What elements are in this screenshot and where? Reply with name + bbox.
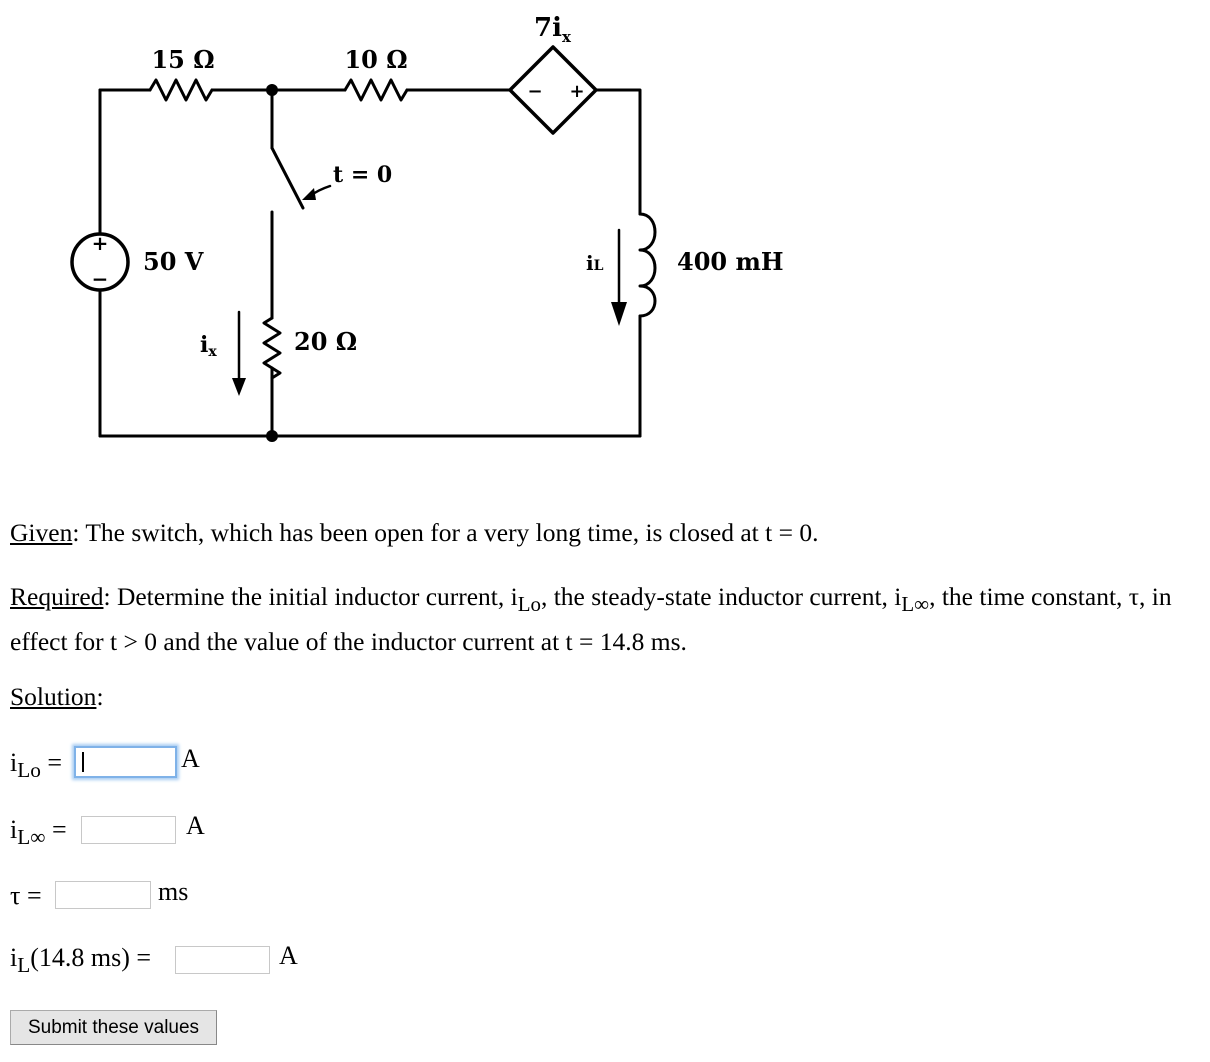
required-sub-linf: L∞ <box>901 591 930 616</box>
field-il148-label <box>10 943 151 980</box>
switch-arrowhead <box>302 188 316 200</box>
ilo-input[interactable] <box>74 746 177 778</box>
resistor-15-ohm <box>150 80 212 100</box>
label-50v: 50 V <box>143 247 204 276</box>
ilo-unit: A <box>181 744 200 773</box>
label-20-ohm: 20 Ω <box>294 327 358 356</box>
field-ilo-label <box>10 748 62 785</box>
ilinf-input[interactable] <box>81 816 176 844</box>
solution-paragraph <box>10 678 1200 716</box>
text-caret <box>82 752 84 772</box>
il-arrowhead <box>611 302 627 326</box>
required-colon: : <box>103 582 111 611</box>
submit-button[interactable]: Submit these values <box>10 1010 217 1045</box>
field-linf-label-main: i <box>10 815 18 844</box>
source-minus-sign: − <box>91 267 109 291</box>
ix-arrowhead <box>232 378 246 396</box>
required-text-1: Determine the initial inductor current, i <box>110 582 518 611</box>
required-paragraph <box>10 578 1200 661</box>
il148-unit: A <box>279 941 298 970</box>
solution-heading: Solution <box>10 682 97 711</box>
required-text-2: , the steady-state inductor current, i <box>540 582 902 611</box>
label-400mh: 400 mH <box>677 247 784 276</box>
tau-unit: ms <box>158 877 189 906</box>
label-switch-t0: t = 0 <box>333 162 393 188</box>
switch-blade <box>272 148 303 208</box>
il148-input[interactable] <box>175 946 270 974</box>
node-top <box>266 84 278 96</box>
wire-top-far-right <box>596 90 640 214</box>
label-ix: ix <box>200 332 217 360</box>
resistor-10-ohm <box>345 80 407 100</box>
given-paragraph <box>10 514 1200 552</box>
solution-colon: : <box>96 682 104 711</box>
field-tau-label-tail: = <box>20 881 42 910</box>
tau-input[interactable] <box>55 881 151 909</box>
field-tau-label <box>10 881 42 911</box>
field-tau-label-main: τ <box>10 881 21 910</box>
field-il148-label-main: i <box>10 943 18 972</box>
field-il148-label-tail: (14.8 ms) = <box>30 943 152 972</box>
field-il148-label-sub: L <box>17 952 31 977</box>
dep-plus-sign: + <box>569 81 585 102</box>
required-heading: Required <box>10 582 104 611</box>
field-ilo-label-main: i <box>10 748 18 777</box>
field-linf-label-sub: L∞ <box>17 824 46 849</box>
label-10-ohm: 10 Ω <box>344 45 408 74</box>
required-text-3: , the time constant, τ, in effect for t > 0 and the value of the inductor current at t = 14.8 ms. <box>10 582 1172 656</box>
label-15-ohm: 15 Ω <box>151 45 215 74</box>
node-bottom <box>266 430 278 442</box>
given-colon: : <box>72 518 80 547</box>
field-linf-label-tail: = <box>45 815 67 844</box>
label-il: iL <box>586 251 604 275</box>
source-plus-sign: + <box>91 231 109 255</box>
field-linf-label <box>10 815 67 852</box>
required-sub-lo: Lo <box>517 591 541 616</box>
circuit-diagram <box>0 0 800 450</box>
field-ilo-label-tail: = <box>40 748 63 777</box>
given-text: The switch, which has been open for a very long time, is closed at t = 0. <box>79 518 819 547</box>
dep-minus-sign: − <box>527 81 543 102</box>
field-ilo-label-sub: Lo <box>17 757 41 782</box>
inductor-coil <box>640 214 655 316</box>
given-heading: Given <box>10 518 73 547</box>
label-7ix: $7i_x$ <box>534 13 571 46</box>
ilinf-unit: A <box>186 811 205 840</box>
